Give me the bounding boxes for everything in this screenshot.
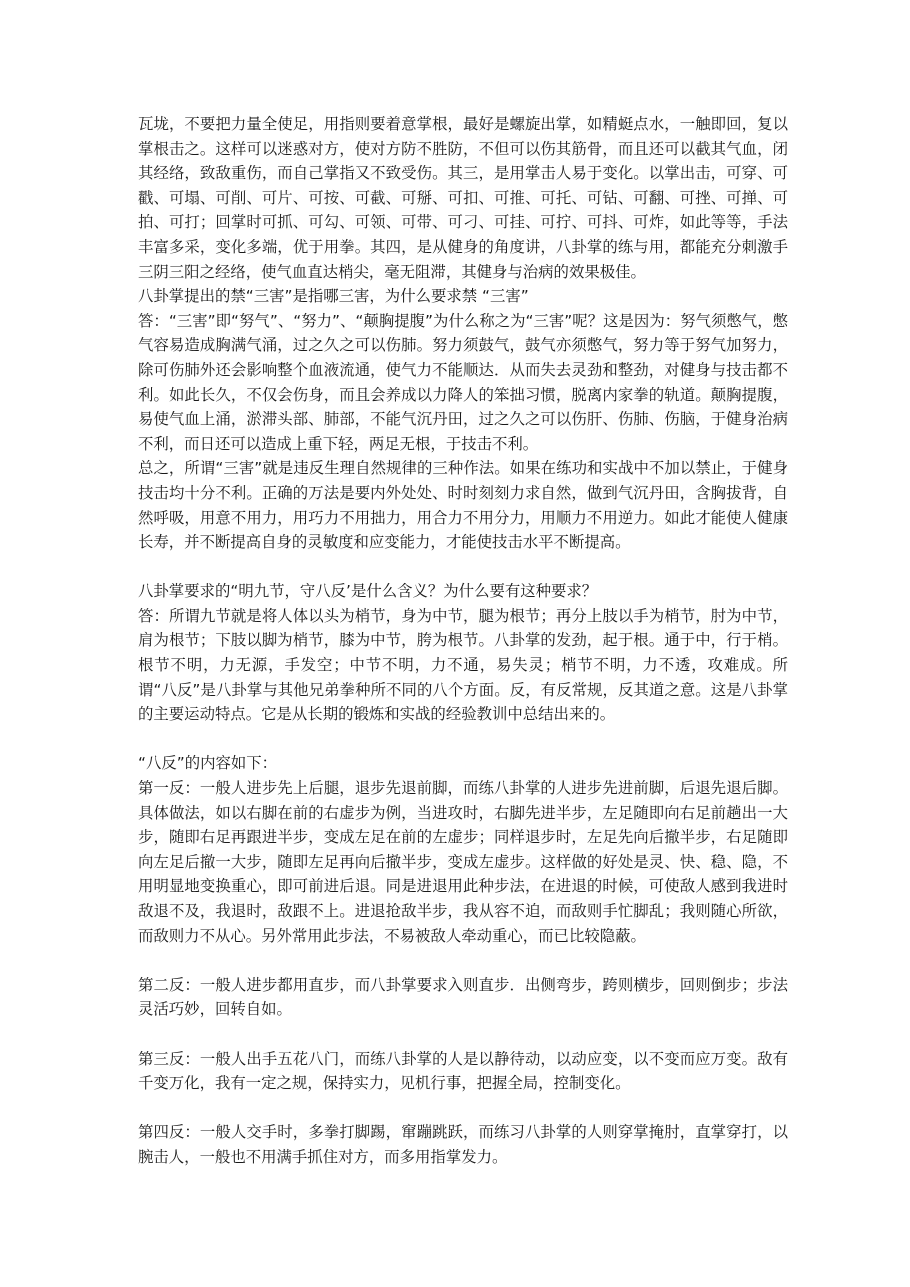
question-three-harms: 八卦掌提出的禁“三害”是指哪三害，为什么要求禁 “三害” xyxy=(138,287,529,306)
paragraph-reversal-2: 第二反：一般人进步都用直步，而八卦掌要求入则直步．出侧弯步，跨则横步，回则倒步；步法灵活巧妙，回转自如。 xyxy=(138,975,788,1019)
blank-line xyxy=(138,727,788,752)
paragraph-reversal-1: 第一反：一般人进步先上后腿，退步先退前脚，而练八卦掌的人进步先进前脚，后退先退后脚。具体做法，如以右脚在前的右虚步为例，当进攻时，右脚先进半步，左足随即向右足前趟出一大步，随即右足再跟进半步，变成左足在前的左虚步；同样退步时，左足先向后撤半步，右足随即向左足后撤一大步，随即左足再向后撤半步，变成左虚步。这样做的好处是灵、快、稳、隐，不用明显地变换重心，即可前进后退。同是进退用此种步法，在进退的时候，可使敌人感到我进时敌退不及，我退时，敌跟不上。进退抢敌半步，我从容不迫，而敌则手忙脚乱；我则随心所欲，而敌则力不从心。另外常用此步法，不易被敌人牵动重心，而已比较隐蔽。 xyxy=(138,779,788,945)
answer-three-harms: 答：“三害”即“努气”、“努力”、“颠胸提腹”为什么称之为“三害”呢？这是因为：努气须憋气，憋气容易造成胸满气涌，过之久之可以伤肺。努力须鼓气，鼓气亦须憋气，努力等于努气加努力，除可伤肺外还会影响整个血液流通，使气力不能顺达．从而失去灵劲和整劲，对健身与技击都不利。如此长久，不仅会伤身，而且会养成以力降人的笨拙习惯，脱离内家拳的轨道。颠胸提腹，易使气血上涌，淤滞头部、肺部，不能气沉丹田，过之久之可以伤肝、伤肺、伤脑，于健身治病不利，而日还可以造成上重下轻，两足无根，于技击不利。 xyxy=(138,311,788,453)
paragraph-reversal-4: 第四反：一般人交手时，多拳打脚踢，窜蹦跳跃，而练习八卦掌的人则穿掌掩肘，直掌穿打，以腕击人，一般也不用满手抓住对方，而多用指掌发力。 xyxy=(138,1123,788,1166)
blank-line xyxy=(138,555,788,580)
paragraph-summary: 总之，所谓“三害”就是违反生理自然规律的三种作法。如果在练功和实战中不加以禁止，于健身技击均十分不利。正确的万法是要内外处处、时时刻刻力求自然，做到气沉丹田，含胸拔背，自然呼吸，用意不用力，用巧力不用拙力，用合力不用分力，用顺力不用逆力。如此才能使人健康长寿，并不断提高自身的灵敏度和应变能力，才能使技击水平不断提高。 xyxy=(138,459,788,552)
paragraph-reversal-3: 第三反：一般人出手五花八门，而练八卦掌的人是以静待动，以动应变，以不变而应万变。敌有千变万化，我有一定之规，保持实力，见机行事，把握全局，控制变化。 xyxy=(138,1049,788,1093)
answer-nine-sections: 答：所谓九节就是将人体以头为梢节，身为中节，腿为根节；再分上肢以手为梢节，肘为中节，肩为根节；下肢以脚为梢节，膝为中节，胯为根节。八卦掌的发劲，起于根。通于中，行于梢。根节不明，力无源，手发空；中节不明，力不通，易失灵；梢节不明，力不透，攻难成。所谓“八反”是八卦掌与其他兄弟拳种所不同的八个方面。反，有反常规，反其道之意。这是八卦掌的主要运动特点。它是从长期的锻炼和实战的经验教训中总结出来的。 xyxy=(138,606,788,724)
paragraph-palm-technique: 瓦垅，不要把力量全使足，用指则要着意掌根，最好是螺旋出掌，如精蜓点水，一触即回，复以掌根击之。这样可以迷惑对方，使对方防不胜防，不但可以伤其筋骨，而且还可以截其气血，闭其经络，致敌重伤，而自己掌指又不致受伤。其三，是用掌击人易于变化。以掌出击，可穿、可戳、可塌、可削、可片、可按、可截、可掰、可扣、可推、可托、可钻、可翻、可挫、可掸、可拍、可打；回掌时可抓、可勾、可领、可带、可刁、可挂、可拧、可抖、可炸，如此等等，手法丰富多采，变化多端，优于用拳。其四，是从健身的角度讲，八卦掌的练与用，都能充分刺激手三阴三阳之经络，使气血直达梢尖，毫无阻滞，其健身与治病的效果极佳。 xyxy=(138,115,788,281)
document-body xyxy=(138,112,788,1170)
blank-line xyxy=(138,948,788,973)
blank-line xyxy=(138,1022,788,1047)
blank-line xyxy=(138,1096,788,1121)
heading-eight-reversals: “八反”的内容如下： xyxy=(138,754,278,773)
question-nine-sections: 八卦掌要求的“明九节，守八反’是什么含义？为什么要有这种要求？ xyxy=(138,582,598,601)
